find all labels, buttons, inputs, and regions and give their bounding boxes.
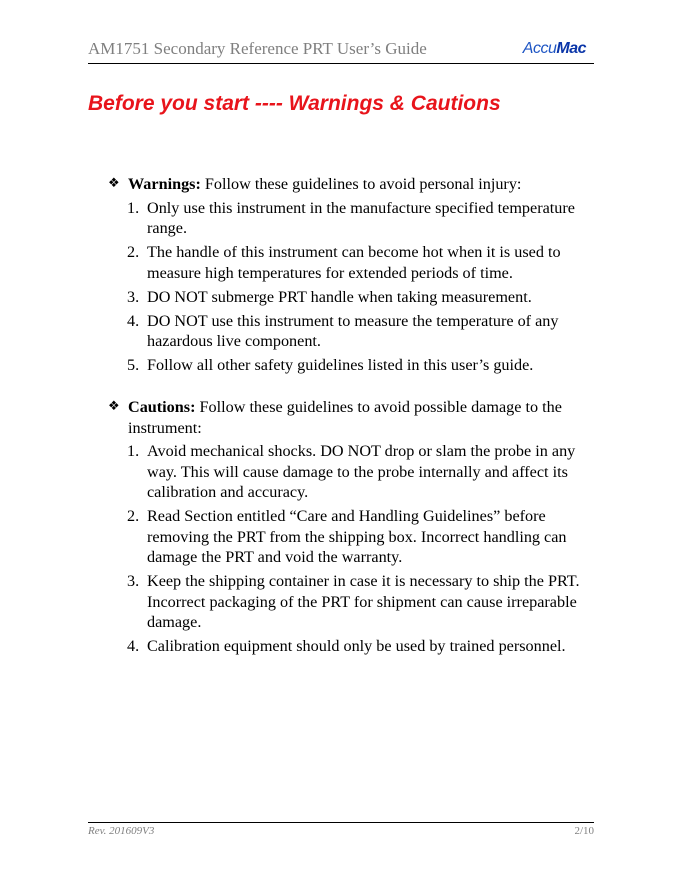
revision-label: Rev. 201609V3 xyxy=(88,825,155,837)
cautions-heading xyxy=(108,397,594,438)
list-item-text: Keep the shipping container in case it is necessary to ship the PRT. Incorrect packaging of the PRT for shipment can cause irreparable damage. xyxy=(147,572,580,631)
page-number: 2/10 xyxy=(574,825,594,837)
list-item: 1. Only use this instrument in the manufacture specified temperature range. xyxy=(127,198,575,237)
cautions-label: Cautions: xyxy=(128,398,196,416)
cautions-intro: Follow these guidelines to avoid possible damage to the instrument: xyxy=(128,398,562,437)
list-item: 3. DO NOT submerge PRT handle when taking measurement. xyxy=(127,287,532,306)
list-item-text: Read Section entitled “Care and Handling Guidelines” before removing the PRT from the shipping box. Incorrect handling can damage the PRT and void the warranty. xyxy=(147,507,567,566)
list-item: 3. Keep the shipping container in case it is necessary to ship the PRT. Incorrect packaging of the PRT for shipment can cause irreparable damage. xyxy=(127,572,580,631)
header-title: AM1751 Secondary Reference PRT User’s Guide xyxy=(88,39,427,58)
list-item: 5. Follow all other safety guidelines listed in this user’s guide. xyxy=(127,356,534,374)
cautions-list xyxy=(108,441,594,657)
list-item-text: Avoid mechanical shocks. DO NOT drop or slam the probe in any way. This will cause damage to the probe internally and affect its calibration and accuracy. xyxy=(147,442,576,501)
page-footer xyxy=(88,822,594,841)
list-item-text: Follow all other safety guidelines listed in this user’s guide. xyxy=(147,356,534,374)
list-item: 4. Calibration equipment should only be used by trained personnel. xyxy=(127,637,566,655)
warnings-heading xyxy=(108,174,594,195)
list-item-text: DO NOT use this instrument to measure the temperature of any hazardous live component. xyxy=(147,311,559,350)
list-item: 2. The handle of this instrument can become hot when it is used to measure high temperatures for extended periods of time. xyxy=(127,243,561,282)
diamond-bullet-icon: ❖ xyxy=(108,399,120,414)
diamond-bullet-icon: ❖ xyxy=(108,176,120,191)
warnings-section xyxy=(108,174,594,379)
list-item-text: Only use this instrument in the manufacture specified temperature range. xyxy=(147,198,575,237)
logo-text-accu: Accu xyxy=(522,40,557,57)
list-item-text: Calibration equipment should only be used by trained personnel. xyxy=(147,637,566,655)
section-title: Before you start ---- Warnings & Cautions xyxy=(88,92,501,115)
warnings-list xyxy=(108,198,594,376)
list-item-text: DO NOT submerge PRT handle when taking measurement. xyxy=(147,287,532,306)
list-item: 2. Read Section entitled “Care and Handling Guidelines” before removing the PRT from the shipping box. Incorrect handling can damage the PRT and void the warranty. xyxy=(127,507,567,566)
page-header xyxy=(88,38,594,64)
list-item: 1. Avoid mechanical shocks. DO NOT drop or slam the probe in any way. This will cause damage to the probe internally and affect its calibration and accuracy. xyxy=(127,442,576,501)
warnings-intro: Follow these guidelines to avoid personal injury: xyxy=(200,175,522,193)
list-item-text: The handle of this instrument can become hot when it is used to measure high temperatures for extended periods of time. xyxy=(147,243,561,282)
cautions-section xyxy=(108,397,594,660)
warnings-label: Warnings: xyxy=(128,175,201,193)
brand-logo xyxy=(523,40,586,58)
logo-text-mac: Mac xyxy=(556,40,586,57)
list-item: 4. DO NOT use this instrument to measure the temperature of any hazardous live component. xyxy=(127,311,559,350)
